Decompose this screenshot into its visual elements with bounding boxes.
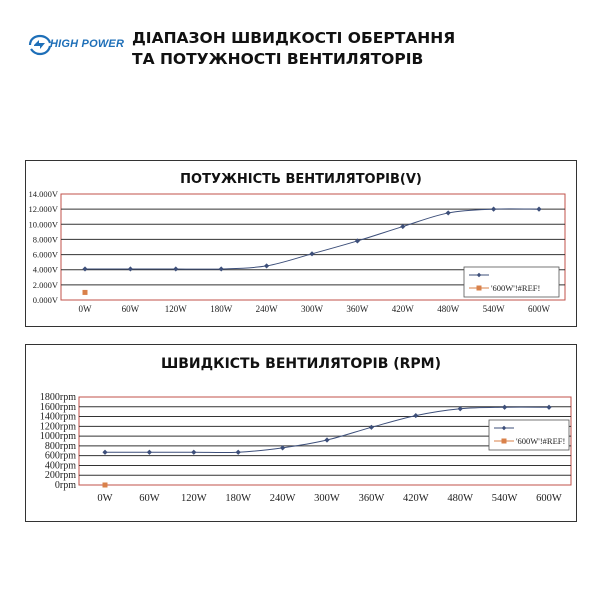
y-tick-label: 1600rpm xyxy=(39,401,76,413)
legend-label: '600W'!#REF! xyxy=(516,436,566,446)
x-tick-label: 540W xyxy=(482,304,505,314)
x-tick-label: 180W xyxy=(210,304,233,314)
x-tick-label: 240W xyxy=(269,493,296,504)
ref-point xyxy=(103,483,108,488)
y-tick-label: 200rpm xyxy=(44,470,76,482)
x-tick-label: 240W xyxy=(255,304,278,314)
x-tick-label: 360W xyxy=(346,304,369,314)
y-tick-label: 600rpm xyxy=(44,450,76,462)
y-tick-label: 10.000V xyxy=(28,219,58,230)
x-tick-label: 0W xyxy=(97,493,113,504)
page-title xyxy=(132,28,572,70)
y-tick-label: 0rpm xyxy=(54,480,76,491)
rpm-chart-title: ШВИДКІСТЬ ВЕНТИЛЯТОРІВ (RPM) xyxy=(160,356,442,372)
y-tick-label: 4.000V xyxy=(32,264,58,275)
y-tick-label: 6.000V xyxy=(32,249,58,260)
y-tick-label: 2.000V xyxy=(32,279,58,290)
y-tick-label: 1200rpm xyxy=(39,421,76,433)
rpm-chart xyxy=(26,345,576,521)
x-tick-label: 360W xyxy=(358,493,385,504)
y-tick-label: 14.000V xyxy=(28,189,58,199)
legend-marker xyxy=(477,286,482,291)
page-title-line-1: ДІАПАЗОН ШВИДКОСТІ ОБЕРТАННЯ xyxy=(132,29,456,47)
x-tick-label: 0W xyxy=(78,304,92,314)
page-header xyxy=(0,0,600,90)
page-title-line-2: ТА ПОТУЖНОСТІ ВЕНТИЛЯТОРІВ xyxy=(132,50,424,68)
x-tick-label: 480W xyxy=(447,493,474,504)
y-tick-label: 8.000V xyxy=(32,234,58,245)
voltage-chart-panel xyxy=(25,160,577,327)
ref-point xyxy=(83,290,88,295)
x-tick-label: 300W xyxy=(301,304,323,314)
x-tick-label: 600W xyxy=(528,304,550,314)
voltage-chart-title: ПОТУЖНІСТЬ ВЕНТИЛЯТОРІВ(V) xyxy=(180,172,422,187)
legend-label: '600W'!#REF! xyxy=(491,283,541,293)
x-tick-label: 60W xyxy=(139,493,160,504)
y-tick-label: 800rpm xyxy=(44,440,76,452)
y-tick-label: 1400rpm xyxy=(39,411,76,423)
logo-emblem-icon xyxy=(28,34,52,56)
x-tick-label: 120W xyxy=(164,304,187,314)
x-tick-label: 600W xyxy=(536,493,562,504)
legend-marker xyxy=(502,439,507,444)
x-tick-label: 420W xyxy=(402,493,429,504)
logo-text: HIGH POWER xyxy=(50,38,125,50)
y-tick-label: 12.000V xyxy=(28,204,58,215)
x-tick-label: 420W xyxy=(391,304,414,314)
x-tick-label: 120W xyxy=(180,493,207,504)
x-tick-label: 180W xyxy=(225,493,252,504)
y-tick-label: 1800rpm xyxy=(39,392,76,403)
high-power-logo xyxy=(28,34,124,56)
x-tick-label: 60W xyxy=(121,304,140,314)
y-tick-label: 1000rpm xyxy=(39,431,76,443)
y-tick-label: 0.000V xyxy=(32,295,58,305)
x-tick-label: 480W xyxy=(437,304,460,314)
x-tick-label: 540W xyxy=(491,493,518,504)
voltage-chart xyxy=(26,161,576,326)
rpm-chart-panel xyxy=(25,344,577,522)
y-tick-label: 400rpm xyxy=(44,460,76,472)
x-tick-label: 300W xyxy=(314,493,340,504)
